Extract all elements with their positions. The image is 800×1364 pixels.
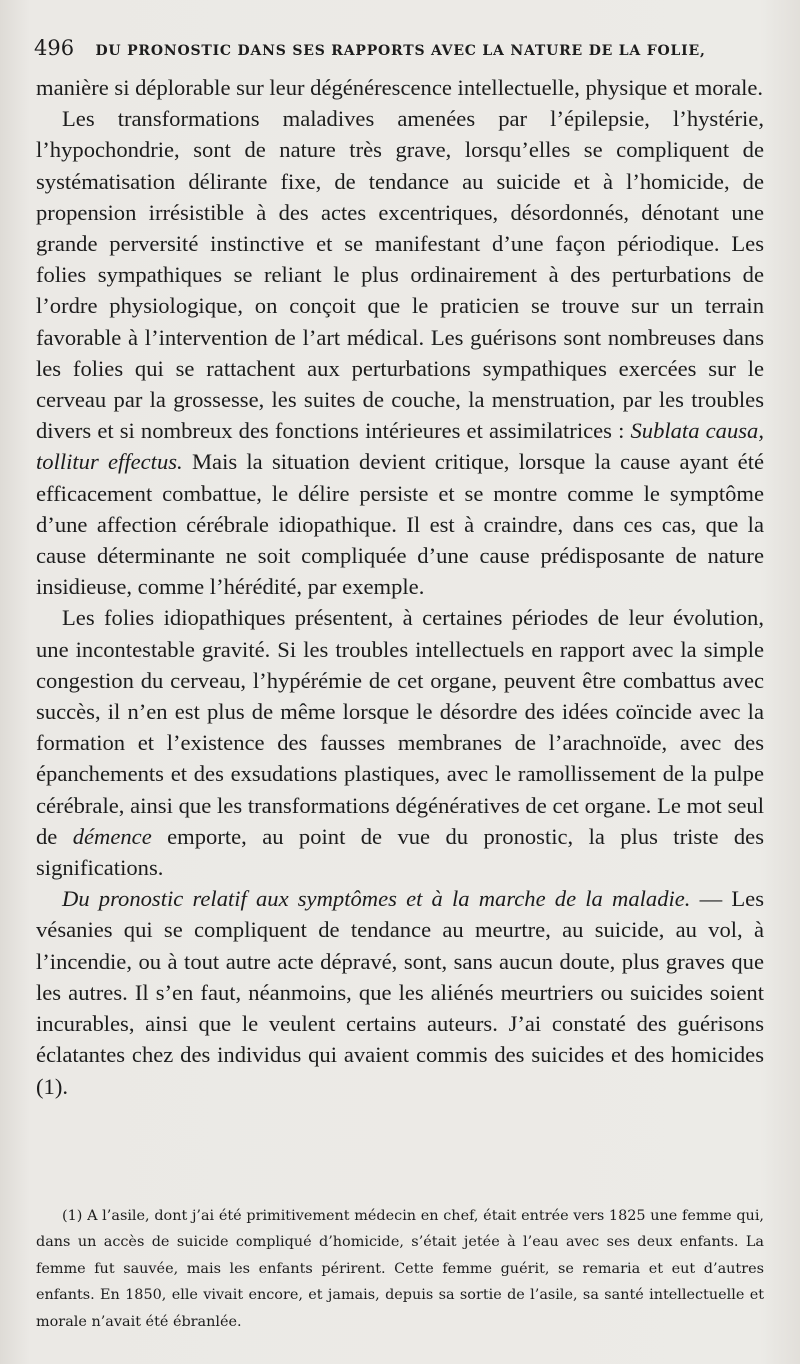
paragraph-continuation: [36, 72, 764, 103]
running-title: DU PRONOSTIC DANS SES RAPPORTS AVEC LA NATURE DE LA FOLIE,: [95, 43, 706, 59]
footnote-marker: (1): [62, 1208, 83, 1224]
italic-term: démence: [72, 823, 152, 849]
page-number: 496: [34, 36, 75, 60]
main-text: [36, 72, 764, 1102]
footnote: [36, 1203, 764, 1335]
paragraph-symptoms: [36, 883, 764, 1101]
latin-maxim: Sublata causa, tollitur effectus.: [36, 418, 764, 475]
footnote-paragraph: [36, 1203, 764, 1335]
section-heading: Du pronostic relatif aux symptômes et à la marche de la maladie.: [62, 886, 691, 912]
paragraph-text: manière si déplorable sur leur dégénérescence intellectuelle, physique et morale.: [36, 75, 764, 100]
paragraph-text: Les folies idiopathiques présentent, à certaines périodes de leur évolution, une incontestable gravité. Si les troubles intellectuels en rapport avec la simple congestion du cerveau, l’hypérémie de cet organe, peuvent être combattus avec succès, il n’en est plus de même lorsque le désordre des idées coïncide avec la formation et l’existence des fausses membranes de l’arachnoïde, avec des épanchements et des exsudations plastiques, avec le ramollissement de la pulpe cérébrale, ainsi que les transformations dégénératives de cet organe. Le mot seul de: [36, 605, 764, 849]
paragraph-idiopathic: [36, 602, 764, 883]
footnote-text: A l’asile, dont j’ai été primitivement médecin en chef, était entrée vers 1825 une femme qui, dans un accès de suicide compliqué d’homicide, s’était jetée à l’eau avec ses deux enfants. La femme fut sauvée, mais les enfants périrent. Cette femme guérit, se remaria et eut d’autres enfants. En 1850, elle vivait encore, et jamais, depuis sa sortie de l’asile, sa santé intellectuelle et morale n’avait été ébranlée.: [36, 1208, 764, 1330]
page-header: [34, 36, 764, 60]
paragraph-text-after: emporte, au point de vue du pronostic, la plus triste des significations.: [36, 823, 764, 881]
paragraph-text: Les transformations maladives amenées par l’épilepsie, l’hystérie, l’hypochondrie, sont de nature très grave, lorsqu’elles se compliquent de systématisation délirante fixe, de tendance au suicide et à l’homicide, de propension irrésistible à des actes excentriques, désordonnés, dénotant une grande perversité instinctive et se manifestant d’une façon périodique. Les folies sympathiques se reliant le plus ordinairement à des perturbations de l’ordre physiologique, on conçoit que le praticien se trouve sur un terrain favorable à l’intervention de l’art médical. Les guérisons sont nombreuses dans les folies qui se rattachent aux perturbations sympathiques exercées sur le cerveau par la grossesse, les suites de couche, la menstruation, par les troubles divers et si nombreux des fonctions intérieures et assimilatrices :: [36, 106, 764, 444]
paragraph-text-after: Mais la situation devient critique, lorsque la cause ayant été efficacement combattue, le délire persiste et se montre comme le symptôme d’une affection cérébrale idiopathique. Il est à craindre, dans ces cas, que la cause déterminante ne soit compliquée d’une cause prédisposante de nature insidieuse, comme l’hérédité, par exemple.: [36, 449, 764, 600]
paragraph-transformations: [36, 103, 764, 602]
paragraph-text: — Les vésanies qui se compliquent de tendance au meurtre, au suicide, au vol, à l’incendie, ou à tout autre acte dépravé, sont, sans aucun doute, plus graves que les autres. Il s’en faut, néanmoins, que les aliénés meurtriers ou suicides soient incurables, ainsi que le veulent certains auteurs. J’ai constaté des guérisons éclatantes chez des individus qui avaient commis des suicides et des homicides (1).: [36, 886, 764, 1099]
